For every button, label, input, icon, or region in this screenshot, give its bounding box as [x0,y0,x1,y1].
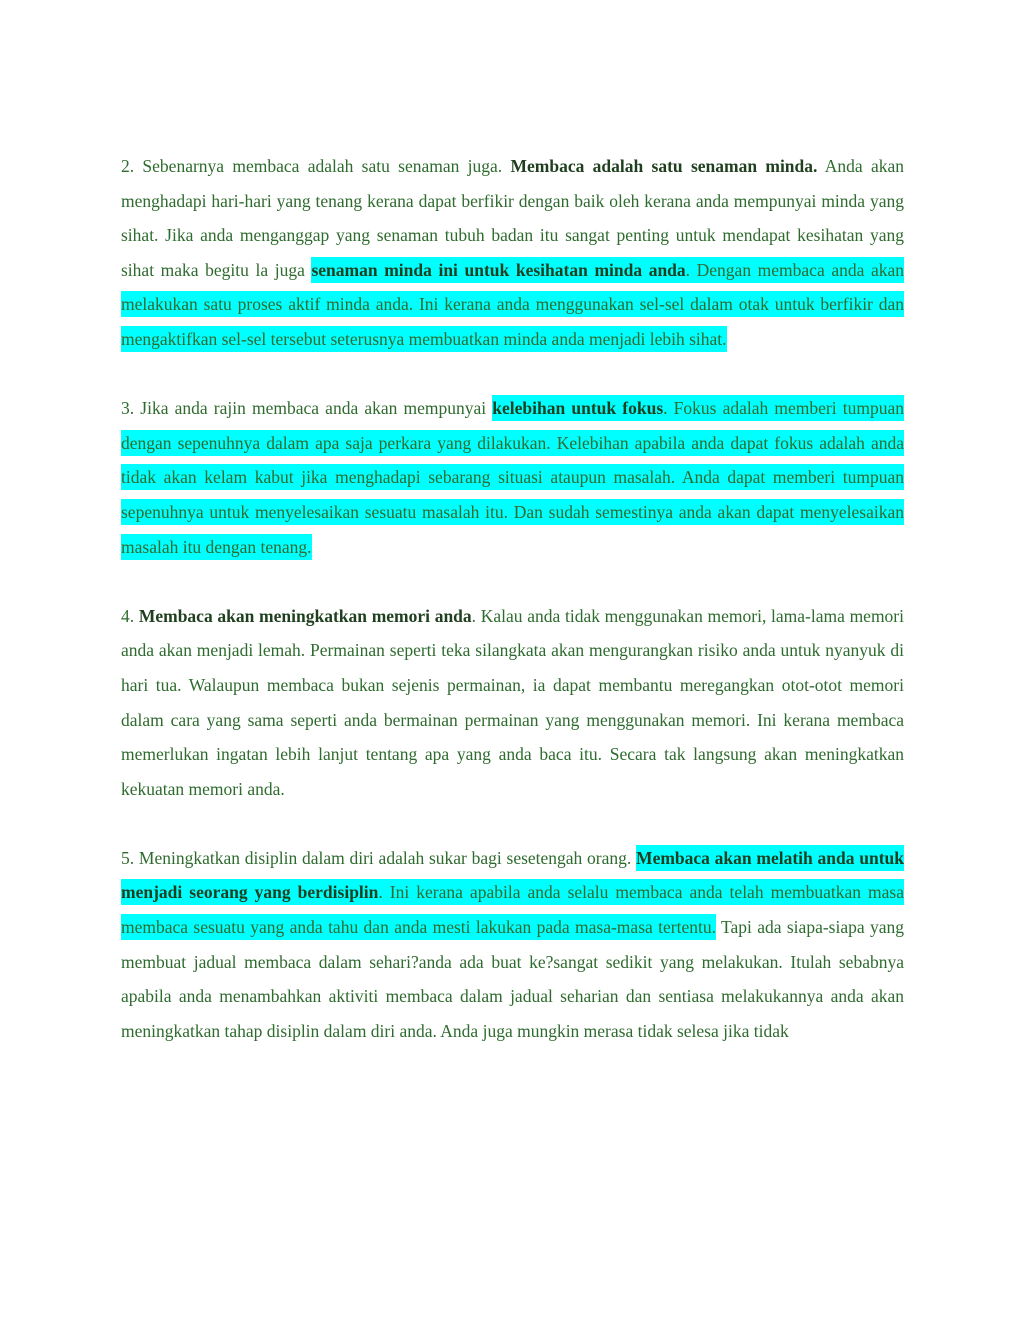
bold-text-segment: Membaca adalah satu senaman minda. [510,156,818,176]
paragraph-2 [121,149,904,357]
text-segment: Anda akan menghadapi hari-hari yang tenang kerana dapat berfikir dengan baik oleh kerana anda mempunyai minda yang sihat. Jika anda menganggap yang senaman tubuh badan itu sangat penting untuk mendapat kesihatan yang sihat maka begitu la juga [121,156,904,280]
text-segment: . Kalau anda tidak menggunakan memori, lama-lama memori anda akan menjadi lemah. Permainan seperti teka silangkata akan mengurangkan risiko anda untuk nyanyuk di hari tua. Walaupun membaca bukan sejenis permainan, ia dapat membantu meregangkan otot-otot memori dalam cara yang sama seperti anda bermainan permainan yang menggunakan memori. Ini kerana membaca memerlukan ingatan lebih lanjut tentang apa yang anda baca itu. Secara tak langsung akan meningkatkan kekuatan memori anda. [121,605,904,799]
text-segment: Tapi ada siapa-siapa yang membuat jadual membaca dalam sehari?anda ada buat ke?sangat sedikit yang melakukan. Itulah sebabnya apabila anda menambahkan aktiviti membaca dalam jadual seharian dan sentiasa melakukannya anda akan meningkatkan tahap disiplin dalam diri anda. Anda juga mungkin merasa tidak selesa jika tidak [121,917,904,1041]
text-segment: 4. [121,605,139,626]
highlighted-text-segment: . Ini kerana apabila anda selalu membaca anda telah membuatkan masa membaca sesuatu yang anda tahu dan anda mesti lakukan pada masa-masa tertentu. [121,879,904,940]
highlighted-bold-text-segment: Membaca akan melatih anda untuk menjadi seorang yang berdisiplin [121,845,904,906]
text-segment: 2. Sebenarnya membaca adalah satu senaman juga. [121,156,511,176]
text-segment: 3. Jika anda rajin membaca anda akan mempunyai [121,398,493,419]
bold-text-segment: Membaca akan meningkatkan memori anda [138,605,472,626]
paragraph-5 [121,841,904,1049]
paragraph-3 [121,391,904,564]
document-page [121,149,904,1048]
text-segment: 5. Meningkatkan disiplin dalam diri adalah sukar bagi sesetengah orang. [121,847,637,868]
highlighted-bold-text-segment: senaman minda ini untuk kesihatan minda anda [311,257,685,283]
highlighted-text-segment: . Dengan membaca anda akan melakukan satu proses aktif minda anda. Ini kerana anda menggunakan sel-sel dalam otak untuk berfikir dan mengaktifkan sel-sel tersebut seterusnya membuatkan minda anda menjadi lebih sihat. [121,257,904,352]
paragraph-4 [121,599,904,807]
highlighted-text-segment: . Fokus adalah memberi tumpuan dengan sepenuhnya dalam apa saja perkara yang dilakukan. Kelebihan apabila anda dapat fokus adalah anda tidak akan kelam kabut jika menghadapi sebarang situasi ataupun masalah. Anda dapat memberi tumpuan sepenuhnya untuk menyelesaikan sesuatu masalah itu. Dan sudah semestinya anda akan dapat menyelesaikan masalah itu dengan tenang. [121,395,904,559]
highlighted-bold-text-segment: kelebihan untuk fokus [492,395,663,421]
